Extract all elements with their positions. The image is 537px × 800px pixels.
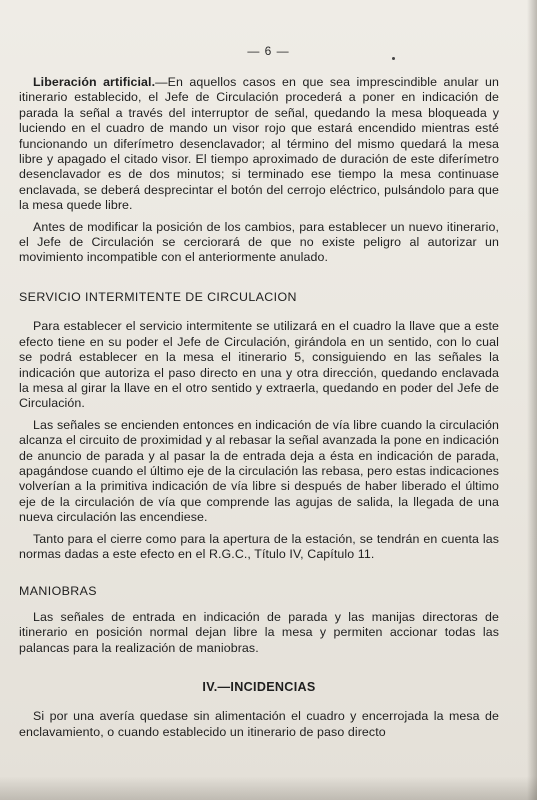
paragraph-antes: Antes de modificar la posición de los cambios, para establecer un nuevo itinerario, el Jefe de Circulación se cerciorará de que no existe peligro al autorizar un movimiento incompatible con el anteriormente anulado. (19, 219, 499, 265)
paragraph-liberacion (19, 75, 499, 214)
paragraph-averia: Si por una avería quedase sin alimentación el cuadro y encerrojada la mesa de enclavamiento, o cuando establecido un itinerario de paso directo (19, 709, 499, 739)
page-edge-shadow (527, 0, 537, 800)
paragraph-lead: Liberación artificial. (33, 75, 156, 89)
paragraph-para-establecer: Para establecer el servicio intermitente se utilizará en el cuadro la llave que a este efecto tiene en su poder el Jefe de Circulación, girándola en un sentido, con lo cual se podrá establecer en la mesa el itinerario 5, consiguiendo en las señales la indicación que autoriza el paso directo en una y otra dirección, quedando enclavada la mesa al girar la llave en el otro sentido y extraerla, quedando en poder del Jefe de Circulación. (19, 319, 499, 411)
paragraph-las-senales: Las señales se encienden entonces en indicación de vía libre cuando la circulación alcanza el circuito de proximidad y al rebasar la señal avanzada la pone en indicación de anuncio de parada y al pasar la de entrada deja a ésta en indicación de parada, apagándose cuando el último eje de la circulación las rebasa, pero estas indicaciones volverían a la primitiva indicación de vía libre si después de haber liberado el último eje de la circulación de vía que comprende las agujas de salida, la llegada de una nueva circulación las encendiese. (19, 417, 499, 525)
heading-servicio-intermitente: SERVICIO INTERMITENTE DE CIRCULACION (19, 289, 297, 304)
page-number: — 6 — (247, 44, 290, 58)
paragraph-text: —En aquellos casos en que sea imprescindible anular un itinerario establecido, el Jefe de Circulación procederá a poner en indicación de parada la señal a través del interruptor de señal, quedando la mesa bloqueada y luciendo en el cuadro de mando un visor rojo que estará encendido mientras esté funcionando un diferímetro desenclavador; al término del mismo quedará la mesa libre y apagado el citado visor. El tiempo aproximado de duración de este diferímetro desenclavador es de dos minutos; si terminado ese tiempo la mesa continuase enclavada, se deberá desprecintar el botón del cerrojo eléctrico, pulsándolo para que la mesa quede libre. (19, 75, 499, 213)
paragraph-maniobras: Las señales de entrada en indicación de parada y las manijas directoras de itinerario en posición normal dejan libre la mesa y permiten accionar todas las palancas para la realización de maniobras. (19, 609, 499, 655)
heading-maniobras: MANIOBRAS (19, 584, 97, 599)
paragraph-tanto: Tanto para el cierre como para la apertura de la estación, se tendrán en cuenta las normas dadas a este efecto en el R.G.C., Título IV, Capítulo 11. (19, 531, 499, 561)
body-text (19, 75, 499, 740)
section-title-incidencias: IV.—INCIDENCIAS (202, 680, 316, 694)
page-bottom-shadow (0, 776, 537, 800)
speck-mark (392, 57, 395, 60)
